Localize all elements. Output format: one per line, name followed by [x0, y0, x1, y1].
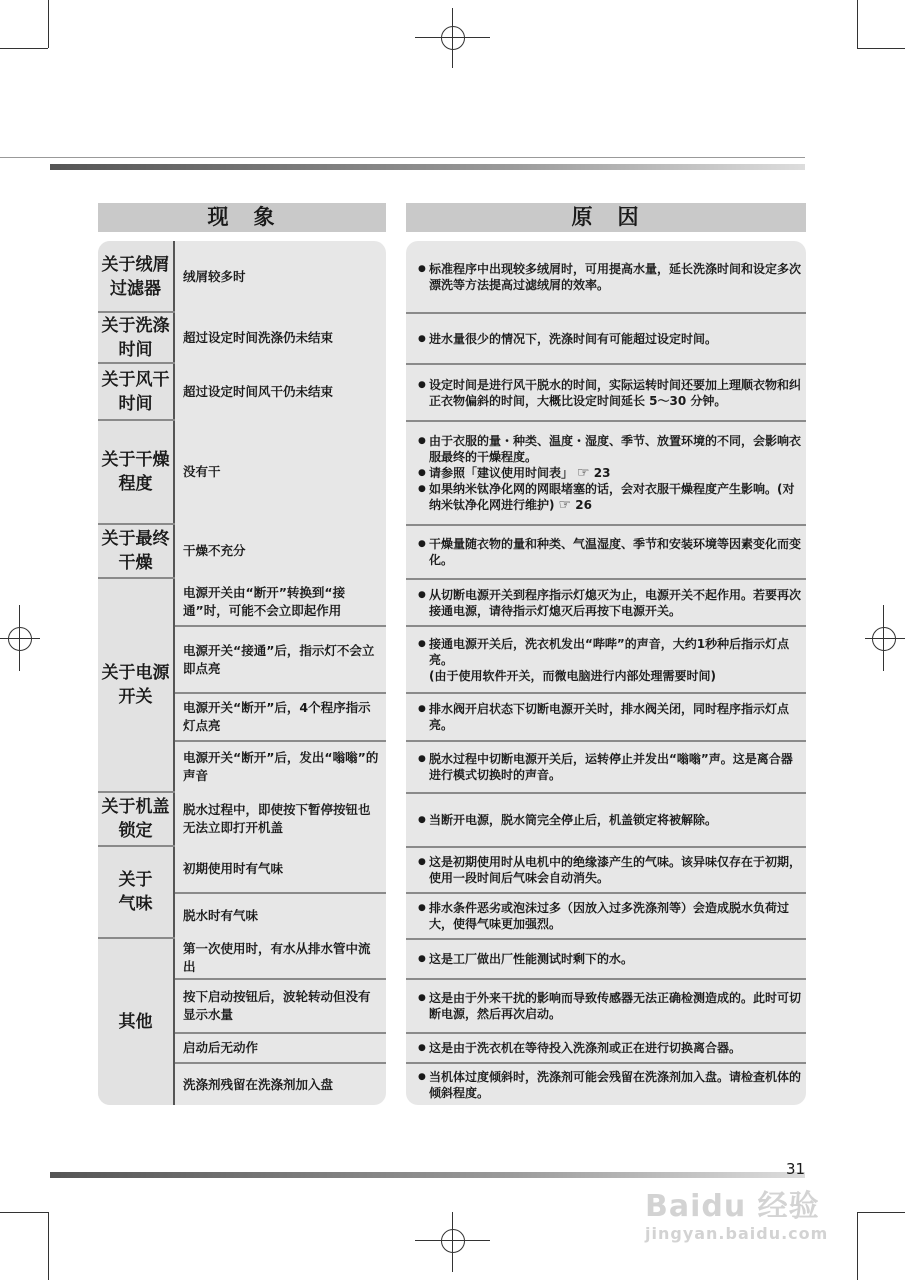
- category-divider: [98, 577, 175, 579]
- cause-text: 从切断电源开关到程序指示灯熄灭为止，电源开关不起作用。若要再次接通电源，请待指示灯熄灭后再按下电源开关。: [429, 587, 802, 618]
- category-label: 关于最终干燥: [101, 529, 170, 573]
- bullet-icon: ●: [418, 638, 426, 649]
- cause-text: 标准程序中出现较多绒屑时，可用提高水量，延长洗涤时间和设定多次漂洗等方法提高过滤绒屑的效率。: [429, 261, 802, 292]
- registration-mark: [452, 1212, 453, 1272]
- cause-text: 干燥量随衣物的量和种类、气温湿度、季节和安装环境等因素变化而变化。: [429, 537, 802, 567]
- registration-mark: [441, 26, 465, 50]
- symptom-text: 按下启动按钮后，波轮转动但没有显示水量: [183, 989, 371, 1022]
- bullet-icon: ●: [418, 468, 426, 478]
- crop-mark: [857, 1212, 858, 1280]
- symptom-cell: [175, 846, 386, 892]
- cause-text: 这是初期使用时从电机中的绝缘漆产生的气味。该异味仅存在于初期，使用一段时间后气味会自动消失。: [429, 855, 802, 885]
- crop-mark: [857, 0, 858, 48]
- category-cell: [98, 363, 175, 420]
- symptom-cell: [175, 1062, 386, 1105]
- category-cell: [98, 241, 175, 312]
- category-cell: [98, 312, 175, 363]
- symptom-cell: [175, 892, 386, 938]
- cause-item: [418, 377, 802, 409]
- bullet-icon: ●: [418, 484, 426, 494]
- crop-mark: [48, 0, 49, 48]
- pointing-hand-icon: ☞: [577, 465, 590, 481]
- cause-text: 由于衣服的量・种类、温度・湿度、季节、放置环境的不同，会影响衣服最终的干燥程度。: [429, 434, 802, 464]
- cause-row: [406, 892, 806, 938]
- cause-row: [406, 524, 806, 578]
- symptom-text: 启动后无动作: [183, 1040, 259, 1055]
- cause-item: [418, 900, 802, 932]
- category-label: 关于干燥程度: [101, 450, 170, 494]
- category-cell: [98, 938, 175, 1105]
- cause-item: [418, 812, 802, 828]
- symptom-cell: [175, 625, 386, 692]
- top-thin-rule: [0, 157, 805, 158]
- cause-text: 进水量很少的情况下，洗涤时间有可能超过设定时间。: [429, 331, 718, 346]
- registration-mark: [865, 638, 905, 639]
- cause-row: [406, 363, 806, 420]
- category-label: 关于气味: [118, 870, 153, 914]
- symptom-text: 电源开关“断开”后，发出“嗡嗡”的声音: [183, 750, 379, 783]
- bullet-icon: ●: [418, 993, 426, 1003]
- symptom-text: 干燥不充分: [183, 543, 246, 558]
- symptom-text: 电源开关“断开”后，4个程序指示灯点亮: [183, 700, 371, 733]
- symptom-cell: [175, 312, 386, 363]
- pointing-hand-icon: ☞: [558, 497, 572, 513]
- category-divider: [98, 419, 175, 421]
- cause-row: [406, 420, 806, 524]
- cause-item: [418, 636, 802, 668]
- symptom-text: 超过设定时间洗涤仍未结束: [183, 329, 334, 345]
- crop-mark: [0, 1212, 48, 1213]
- category-label: 关于电源开关: [101, 663, 170, 707]
- symptom-cell: [175, 792, 386, 846]
- reference-page-number: 23: [593, 466, 611, 480]
- category-label: 关于风干时间: [101, 369, 170, 414]
- cause-row: [406, 978, 806, 1032]
- symptom-cell: [175, 524, 386, 578]
- cause-text: 设定时间是进行风干脱水的时间，实际运转时间还要加上理顺衣物和纠正衣物偏斜的时间，大概比设定时间延长 5～30 分钟。: [429, 377, 802, 408]
- symptom-text: 电源开关由“断开”转换到“接通”时，可能不会立即起作用: [183, 584, 346, 618]
- cause-row: [406, 1062, 806, 1105]
- cause-row: [406, 625, 806, 692]
- cause-text: 脱水过程中切断电源开关后，运转停止并发出“嗡嗡”声。这是离合器进行模式切换时的声音。: [429, 752, 793, 782]
- cause-row: [406, 740, 806, 792]
- cause-text: 当断开电源，脱水筒完全停止后，机盖锁定将被解除。: [429, 813, 718, 827]
- symptom-cell: [175, 938, 386, 978]
- cause-row: [406, 692, 806, 740]
- cause-row: [406, 846, 806, 892]
- symptom-text: 洗涤剂残留在洗涤剂加入盘: [183, 1076, 334, 1092]
- symptom-text: 脱水过程中，即使按下暂停按钮也无法立即打开机盖: [183, 802, 371, 835]
- symptom-cell: [175, 978, 386, 1032]
- cause-item: [418, 854, 802, 886]
- bullet-icon: ●: [418, 1071, 426, 1082]
- category-divider: [98, 937, 175, 939]
- top-rule: [50, 164, 805, 170]
- cause-text: 这是由于洗衣机在等待投入洗涤剂或正在进行切换离合器。: [429, 1041, 742, 1055]
- bullet-icon: ●: [418, 379, 426, 390]
- bullet-icon: ●: [418, 539, 426, 549]
- cause-row: [406, 792, 806, 846]
- cause-item: [418, 433, 802, 465]
- page-number: 31: [786, 1160, 806, 1178]
- registration-mark: [8, 627, 32, 651]
- cause-item: [418, 668, 802, 684]
- symptom-text: 第一次使用时，有水从排水管中流出: [183, 941, 371, 974]
- page-reference-link[interactable]: [577, 465, 610, 481]
- category-divider: [98, 791, 175, 793]
- symptom-cell: [175, 692, 386, 740]
- category-label: 其他: [118, 1011, 153, 1032]
- registration-mark: [883, 605, 884, 671]
- crop-mark: [857, 48, 905, 49]
- cause-row: [406, 241, 806, 312]
- cause-row: [406, 938, 806, 978]
- registration-mark: [872, 627, 896, 651]
- registration-mark: [0, 638, 40, 639]
- cause-item: [418, 536, 802, 568]
- symptom-header: 现 象: [98, 203, 386, 232]
- cause-row: [406, 312, 806, 363]
- cause-item: [418, 481, 802, 513]
- bottom-rule: [50, 1172, 805, 1178]
- reference-page-number: 26: [575, 498, 592, 512]
- cause-item: [418, 990, 802, 1022]
- bullet-icon: ●: [418, 436, 426, 446]
- cause-item: [418, 1069, 802, 1101]
- registration-mark: [452, 8, 453, 68]
- category-label: 关于洗涤时间: [101, 315, 170, 360]
- symptom-cell: [175, 363, 386, 420]
- cause-item: [418, 701, 802, 733]
- symptom-text: 脱水时有气味: [183, 908, 259, 923]
- category-cell: [98, 792, 175, 846]
- bullet-icon: ●: [418, 704, 426, 714]
- registration-mark: [441, 1229, 465, 1253]
- cause-text: 这是工厂做出厂性能测试时剩下的水。: [429, 952, 634, 966]
- cause-text: 当机体过度倾斜时，洗涤剂可能会残留在洗涤剂加入盘。请检查机体的倾斜程度。: [429, 1069, 802, 1100]
- page-reference-link[interactable]: [559, 497, 592, 513]
- cause-text: 排水阀开启状态下切断电源开关时，排水阀关闭，同时程序指示灯点亮。: [429, 702, 790, 732]
- cause-row: [406, 578, 806, 625]
- cause-header: 原 因: [406, 203, 806, 232]
- cause-panel: [406, 241, 806, 1105]
- category-divider: [98, 845, 175, 847]
- symptom-text: 绒屑较多时: [183, 268, 246, 284]
- symptom-cell: [175, 740, 386, 792]
- cause-item: [418, 951, 802, 967]
- bullet-icon: ●: [418, 903, 426, 913]
- cause-item: [418, 587, 802, 619]
- category-divider: [98, 362, 175, 364]
- watermark-logo: Baidu 经验: [645, 1189, 820, 1224]
- cause-text: 排水条件恶劣或泡沫过多（因放入过多洗涤剂等）会造成脱水负荷过大，使得气味更加强烈。: [429, 901, 790, 931]
- bullet-icon: ●: [418, 815, 426, 825]
- category-cell: [98, 578, 175, 792]
- symptom-cell: [175, 241, 386, 312]
- symptom-panel: [98, 241, 386, 1105]
- crop-mark: [48, 1212, 49, 1280]
- category-label: 关于机盖锁定: [101, 797, 170, 841]
- watermark-url: jingyan.baidu.com: [645, 1224, 829, 1243]
- cause-item: [418, 751, 802, 783]
- crop-mark: [857, 1212, 905, 1213]
- category-divider: [98, 311, 175, 313]
- cause-text: 接通电源开关后，洗衣机发出“哔哔”的声音，大约1秒种后指示灯点亮。: [429, 636, 790, 667]
- symptom-text: 电源开关“接通”后，指示灯不会立即点亮: [183, 642, 375, 676]
- bullet-icon: ●: [418, 333, 426, 344]
- cause-text: 这是由于外来干扰的影响而导致传感器无法正确检测造成的。此时可切断电源，然后再次启动。: [429, 991, 802, 1021]
- bullet-icon: ●: [418, 1043, 426, 1053]
- symptom-cell: [175, 1032, 386, 1062]
- category-cell: [98, 524, 175, 578]
- bullet-icon: ●: [418, 954, 426, 964]
- bullet-icon: ●: [418, 263, 426, 274]
- crop-mark: [0, 48, 48, 49]
- bullet-icon: ●: [418, 754, 426, 764]
- symptom-text: 初期使用时有气味: [183, 861, 284, 876]
- registration-mark: [19, 605, 20, 671]
- cause-row: [406, 1032, 806, 1062]
- symptom-cell: [175, 578, 386, 625]
- category-cell: [98, 420, 175, 524]
- cause-item: [418, 1040, 802, 1056]
- cause-item: [418, 261, 802, 293]
- symptom-text: 超过设定时间风干仍未结束: [183, 383, 334, 399]
- bullet-icon: ●: [418, 589, 426, 600]
- symptom-cell: [175, 420, 386, 524]
- cause-item: [418, 465, 802, 481]
- category-label: 关于绒屑过滤器: [101, 254, 170, 299]
- category-divider: [98, 523, 175, 525]
- bullet-icon: ●: [418, 857, 426, 867]
- symptom-text: 没有干: [183, 464, 221, 479]
- baidu-watermark: [645, 1190, 828, 1244]
- cause-text: 如果纳米钛净化网的网眼堵塞的话，会对衣服干燥程度产生影响。(对纳米钛净化网进行维护): [429, 482, 795, 512]
- cause-text: (由于使用软件开关，而微电脑进行内部处理需要时间): [429, 668, 716, 683]
- cause-item: [418, 331, 802, 347]
- cause-text: 请参照「建议使用时间表」: [429, 466, 574, 480]
- category-cell: [98, 846, 175, 938]
